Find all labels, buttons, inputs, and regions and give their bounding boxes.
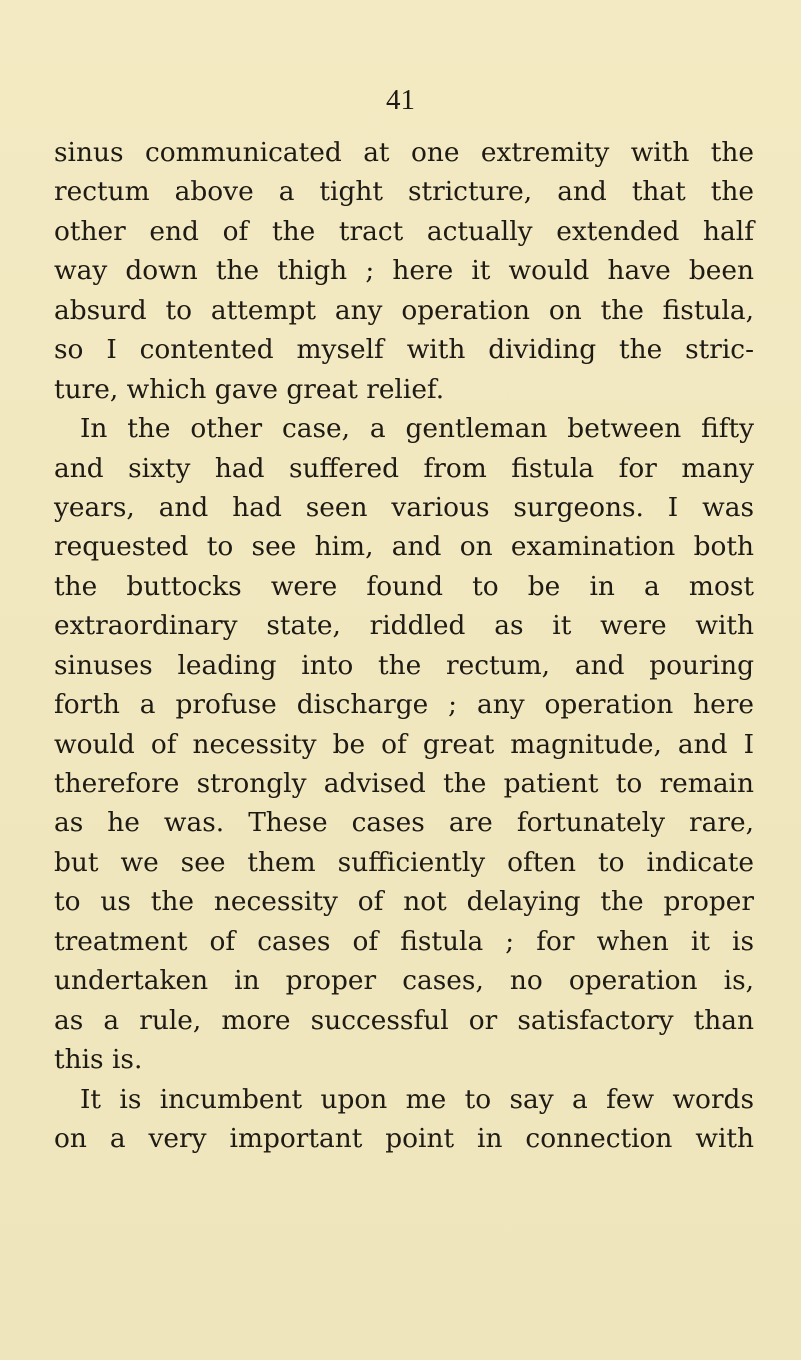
- text-line: on a very important point in connection with: [54, 1122, 754, 1154]
- text-line: the buttocks were found to be in a most: [54, 570, 754, 602]
- text-line: as a rule, more successful or satisfactory than: [54, 1004, 754, 1036]
- text-line: to us the necessity of not delaying the proper: [54, 886, 754, 918]
- text-line: other end of the tract actually extended half: [54, 215, 754, 247]
- text-line: years, and had seen various surgeons. I was: [54, 491, 754, 523]
- text-line: so I contented myself with dividing the stric-: [54, 334, 754, 366]
- body-text: [54, 133, 754, 1158]
- text-line: sinus communicated at one extremity with the: [54, 137, 754, 168]
- text-line: undertaken in proper cases, no operation is,: [54, 965, 754, 997]
- page-number: 41: [386, 84, 415, 116]
- text-line: In the other case, a gentleman between fifty: [80, 413, 754, 445]
- text-line: It is incumbent upon me to say a few words: [80, 1083, 754, 1115]
- text-line: extraordinary state, riddled as it were with: [54, 610, 754, 642]
- text-line: rectum above a tight stricture, and that the: [54, 176, 754, 208]
- text-line: this is.: [54, 1044, 143, 1076]
- text-line: therefore strongly advised the patient to remain: [54, 768, 754, 799]
- text-line: absurd to attempt any operation on the fistula,: [54, 294, 754, 326]
- text-line: sinuses leading into the rectum, and pouring: [54, 649, 754, 681]
- text-line: would of necessity be of great magnitude, and I: [54, 728, 754, 760]
- text-line: way down the thigh ; here it would have been: [54, 255, 754, 287]
- text-line: treatment of cases of fistula ; for when it is: [54, 925, 754, 957]
- text-line: ture, which gave great relief.: [54, 373, 445, 405]
- text-line: requested to see him, and on examination both: [54, 531, 754, 563]
- text-line: forth a profuse discharge ; any operation here: [54, 689, 754, 721]
- text-line: but we see them sufficiently often to indicate: [54, 846, 754, 878]
- text-line: as he was. These cases are fortunately rare,: [54, 807, 754, 839]
- text-line: and sixty had suffered from fistula for many: [54, 452, 754, 484]
